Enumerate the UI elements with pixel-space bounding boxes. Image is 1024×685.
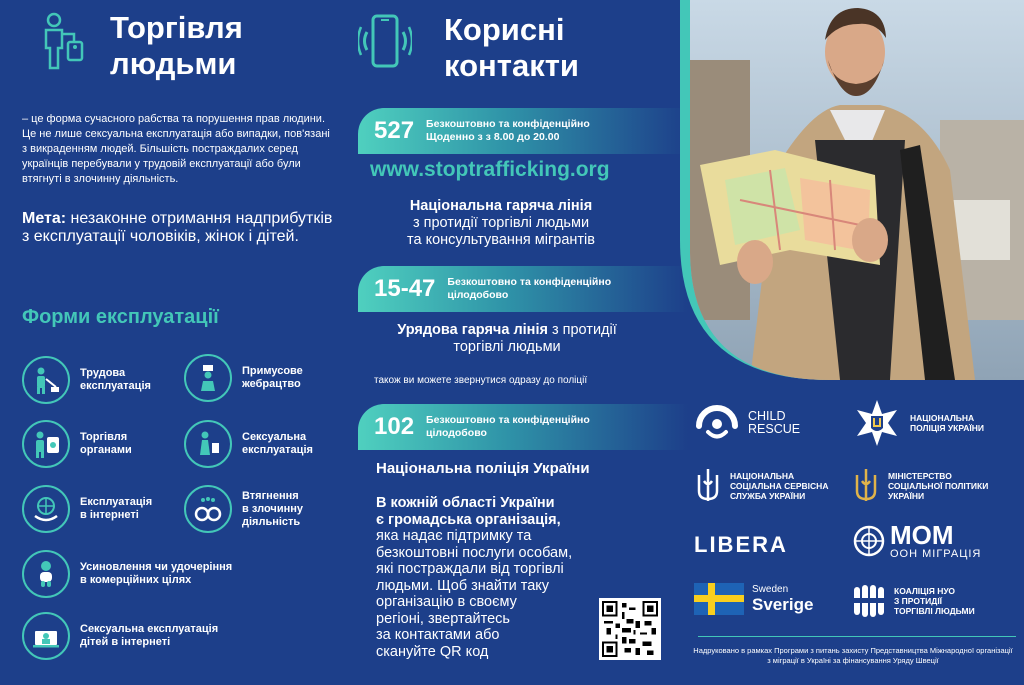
sweden-small: Sweden bbox=[752, 584, 789, 595]
social-service-logo bbox=[694, 467, 828, 505]
gov-hotline bbox=[362, 322, 652, 356]
form-label: Сексуальна експлуатація дітей в інтернеті bbox=[80, 623, 219, 648]
form-label: Сексуальна експлуатація bbox=[242, 431, 313, 456]
hotline-hours: Безкоштовно та конфіденційно цілодобово bbox=[426, 414, 590, 439]
contacts-column bbox=[352, 0, 692, 685]
libera-logo bbox=[694, 532, 788, 558]
form-label: Усиновлення чи удочеріння в комерційних цілях bbox=[80, 561, 233, 586]
goal-body: незаконне отримання надприбутків з експлуатації чоловіків, жінок і дітей. bbox=[22, 210, 333, 245]
phone-icon bbox=[358, 10, 412, 74]
labor-icon bbox=[22, 356, 70, 404]
police-title: Національна поліція України bbox=[376, 460, 590, 477]
footer-note: Надруковано в рамках Програми з питань захисту Представництва Міжнародної організації з міграції в Україні за фінансування Уряду Швеції bbox=[693, 646, 1013, 665]
trafficking-column bbox=[0, 0, 352, 685]
form-organs bbox=[22, 420, 132, 468]
form-internet bbox=[22, 485, 152, 533]
national-police-text: НАЦІОНАЛЬНА ПОЛІЦІЯ УКРАЇНИ bbox=[910, 413, 985, 433]
qr-code[interactable] bbox=[599, 598, 661, 660]
contacts-title: Корисні контакти bbox=[444, 12, 579, 83]
libera-text: LIBERA bbox=[694, 532, 788, 557]
coalition-logo bbox=[852, 583, 975, 619]
coalition-text: КОАЛІЦІЯ НУО З ПРОТИДІЇ ТОРГІВЛІ ЛЮДЬМИ bbox=[894, 586, 975, 616]
sexual-exploitation-icon bbox=[184, 420, 232, 468]
iom-logo bbox=[852, 522, 981, 560]
un-emblem-icon bbox=[852, 524, 886, 558]
form-label: Примусове жебрацтво bbox=[242, 365, 303, 390]
footer-divider bbox=[698, 636, 1016, 637]
child-rescue-logo bbox=[694, 404, 800, 442]
hotline-102 bbox=[358, 404, 688, 450]
hotline-number: 527 bbox=[374, 117, 415, 144]
child-rescue-text: CHILD RESCUE bbox=[748, 409, 801, 436]
form-label: Трудова експлуатація bbox=[80, 367, 151, 392]
ministry-text: МІНІСТЕРСТВО СОЦІАЛЬНОЇ ПОЛІТИКИ УКРАЇНИ bbox=[888, 471, 989, 501]
ngo-info-title: В кожній області України є громадська організація, bbox=[376, 495, 561, 528]
form-adoption bbox=[22, 550, 232, 598]
gov-hotline-desc: з протидії торгівлі людьми bbox=[453, 322, 617, 355]
person-tag-icon bbox=[40, 12, 88, 70]
gov-hotline-title: Урядова гаряча лінія bbox=[397, 322, 548, 338]
partners-column bbox=[680, 0, 1024, 685]
trident-icon bbox=[852, 467, 880, 505]
trafficking-definition: – це форма сучасного рабства та порушення прав людини. Це не лише сексуальна експлуатація або випадки, пов'язані з викраденням людей. Більшість постраждалих серед українців перебували у трудовій експлуатації або були втягнуті в злочинну діяльність. bbox=[22, 113, 330, 185]
hotline-1547 bbox=[358, 266, 688, 312]
police-note: також ви можете звернутися одразу до поліції bbox=[374, 375, 588, 386]
social-service-text: НАЦІОНАЛЬНА СОЦІАЛЬНА СЕРВІСНА СЛУЖБА УКРАЇНИ bbox=[730, 471, 829, 501]
form-label: Експлуатація в інтернеті bbox=[80, 496, 153, 521]
form-label: Втягнення в злочинну діяльність bbox=[242, 489, 303, 528]
national-hotline bbox=[366, 198, 636, 249]
trafficking-title: Торгівля людьми bbox=[110, 10, 243, 81]
form-label: Торгівля органами bbox=[80, 431, 132, 456]
ministry-logo bbox=[852, 467, 988, 505]
trident-icon bbox=[694, 467, 722, 505]
hotline-hours: Безкоштовно та конфіденційно цілодобово bbox=[447, 276, 612, 301]
national-police-logo bbox=[852, 398, 984, 448]
baby-icon bbox=[22, 550, 70, 598]
iom-subtitle: ООН МІГРАЦІЯ bbox=[890, 548, 982, 560]
internet-icon bbox=[22, 485, 70, 533]
police-star-icon bbox=[852, 398, 902, 448]
sweden-logo bbox=[694, 583, 813, 615]
swedish-flag-icon bbox=[694, 583, 744, 615]
child-online-icon bbox=[22, 612, 70, 660]
hotline-527 bbox=[358, 108, 688, 154]
hotline-number: 15-47 bbox=[374, 275, 436, 302]
national-hotline-desc: з протидії торгівлі людьми та консультування мігрантів bbox=[407, 215, 595, 248]
website-link[interactable]: www.stoptrafficking.org bbox=[370, 158, 610, 181]
form-labor bbox=[22, 356, 151, 404]
form-begging bbox=[184, 354, 303, 402]
hotline-number: 102 bbox=[374, 413, 415, 440]
child-rescue-icon bbox=[694, 404, 740, 442]
form-crime bbox=[184, 485, 303, 533]
begging-icon bbox=[184, 354, 232, 402]
goal-label: Мета: bbox=[22, 210, 67, 227]
national-hotline-title: Національна гаряча лінія bbox=[409, 198, 593, 214]
iom-text: МОМ bbox=[890, 520, 954, 550]
coalition-icon bbox=[852, 583, 886, 619]
hotline-hours: Безкоштовно та конфіденційно Щоденно з з 8.00 до 20.00 bbox=[426, 118, 590, 143]
ngo-info bbox=[376, 495, 606, 660]
form-sexual bbox=[184, 420, 313, 468]
ngo-info-body: яка надає підтримку та безкоштовні послуги особам, які постраждали від торгівлі людьми. Щоб знайти таку організацію в своєму регіоні, звертайтесь за контактами або скануйте QR код bbox=[376, 528, 573, 660]
form-child-online bbox=[22, 612, 218, 660]
organ-icon bbox=[22, 420, 70, 468]
forms-title: Форми експлуатації bbox=[22, 306, 219, 328]
traveler-photo bbox=[680, 0, 1024, 380]
handcuffs-icon bbox=[184, 485, 232, 533]
goal-text bbox=[22, 210, 342, 246]
sweden-text: Sverige bbox=[752, 595, 814, 614]
